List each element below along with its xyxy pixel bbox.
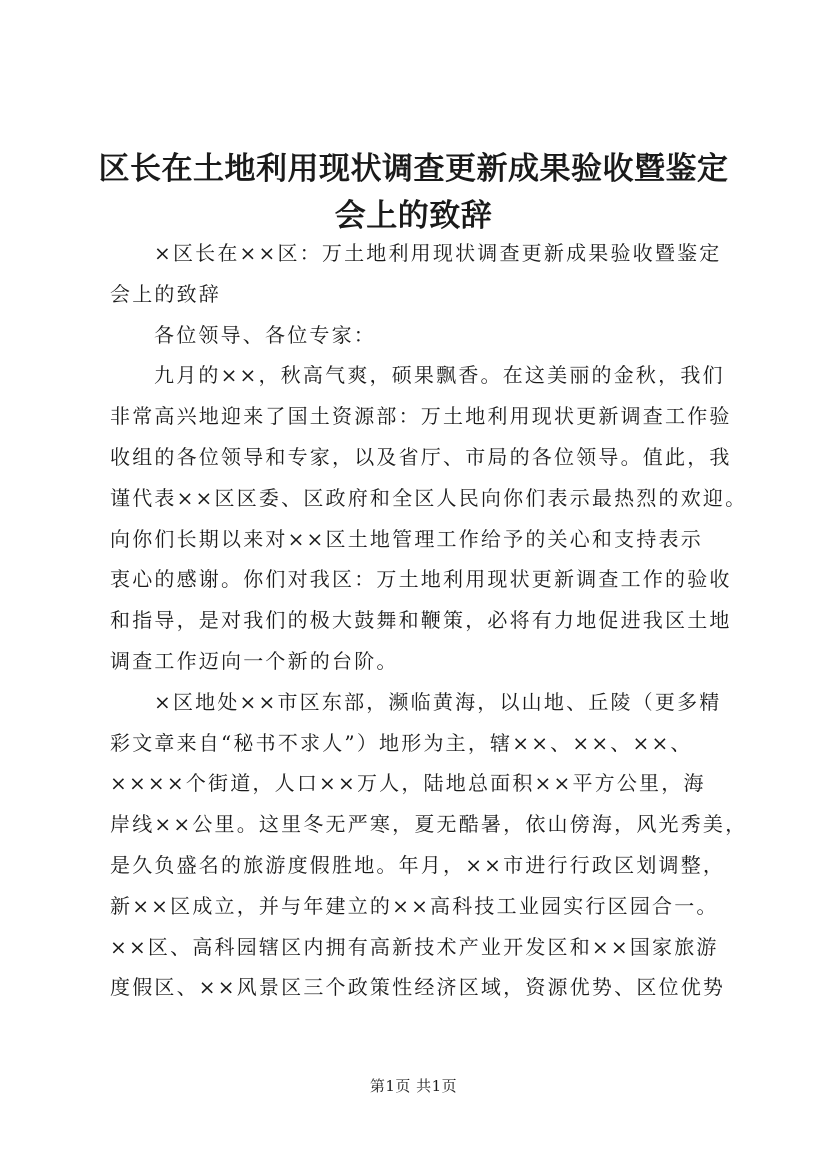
- text-line: 向你们长期以来对××区土地管理工作给予的关心和支持表示: [110, 526, 703, 551]
- text-line: 调查工作迈向一个新的台阶。: [110, 648, 399, 673]
- text-line: 岸线××公里。这里冬无严寒，夏无酷暑，依山傍海，风光秀美，: [110, 812, 748, 837]
- document-title: [80, 146, 747, 240]
- text-line: 谨代表××区区委、区政府和全区人民向你们表示最热烈的欢迎。: [110, 485, 748, 510]
- paragraph-district-overview: [110, 682, 748, 1008]
- text-line: 各位领导、各位专家：: [154, 322, 376, 347]
- text-line: 九月的××，秋高气爽，硕果飘香。在这美丽的金秋，我们: [154, 363, 725, 388]
- paragraph-heading-repeat: [110, 233, 720, 315]
- text-line: 收组的各位领导和专家，以及省厅、市局的各位领导。值此，我: [110, 444, 732, 469]
- text-line: 彩文章来自“秘书不求人”）地形为主，辖××、××、××、: [110, 730, 693, 755]
- text-line: 衷心的感谢。你们对我区：万土地利用现状更新调查工作的验收: [110, 567, 732, 592]
- text-line: 度假区、××风景区三个政策性经济区域，资源优势、区位优势: [110, 975, 726, 1000]
- text-line: 非常高兴地迎来了国土资源部：万土地利用现状更新调查工作验: [110, 404, 732, 429]
- document-body: [110, 233, 748, 1008]
- title-line-1: 区长在土地利用现状调查更新成果验收暨鉴定: [98, 151, 729, 187]
- text-line: 和指导，是对我们的极大鼓舞和鞭策，必将有力地促进我区土地: [110, 608, 732, 633]
- text-line: ××××个街道，人口××万人，陆地总面积××平方公里，海: [110, 771, 706, 796]
- page-footer: 第1页 共1页: [369, 1077, 458, 1095]
- paragraph-salutation: [110, 315, 720, 356]
- paragraph-welcome: [110, 355, 748, 681]
- text-line: 会上的致辞: [110, 281, 221, 306]
- title-line-2: 会上的致辞: [334, 198, 493, 234]
- text-line: 是久负盛名的旅游度假胜地。年月，××市进行行政区划调整，: [110, 852, 726, 877]
- text-line: ×区地处××市区东部，濒临黄海，以山地、丘陵（更多精: [154, 689, 722, 714]
- text-line: ××区、高科园辖区内拥有高新技术产业开发区和××国家旅游: [110, 934, 719, 959]
- text-line: 新××区成立，并与年建立的××高科技工业园实行区园合一。: [110, 893, 719, 918]
- text-line: ×区长在××区：万土地利用现状调查更新成果验收暨鉴定: [154, 241, 722, 265]
